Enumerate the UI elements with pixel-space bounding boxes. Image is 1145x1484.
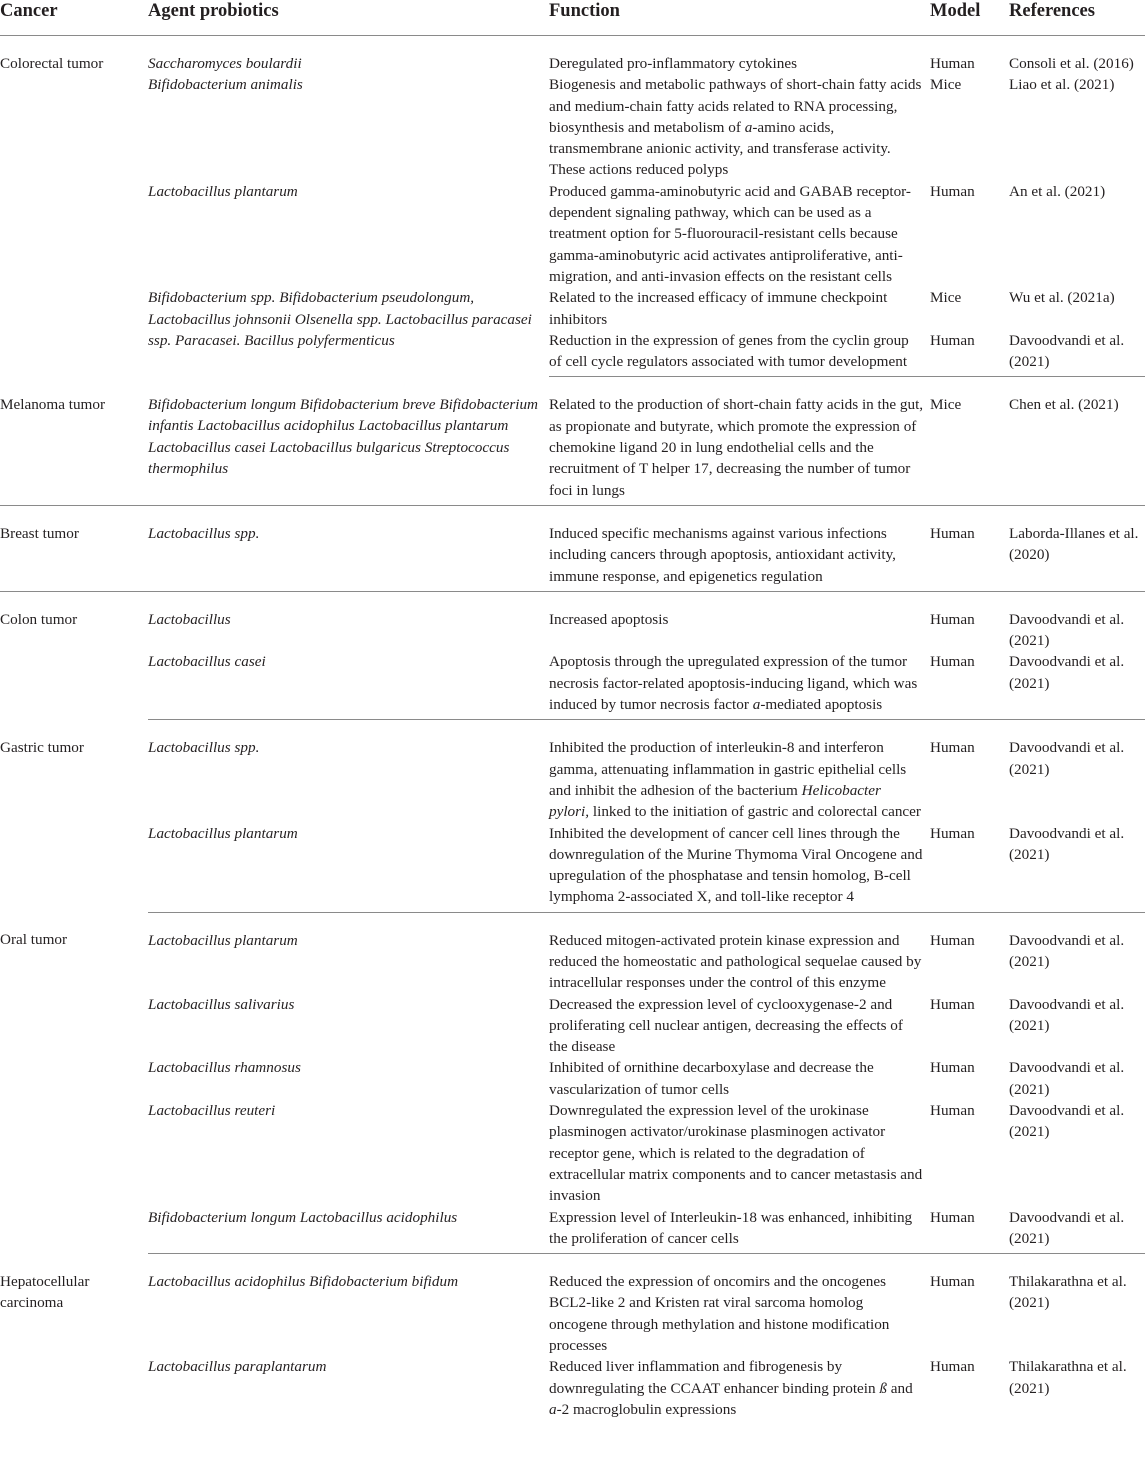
function-cell: Inhibited the development of cancer cell lines through the downregulation of the Murine Thymoma Viral Oncogene and upregulation of the phosphatase and tensin homolog, B-cell lymphoma 2-associated X, and toll-like receptor 4 [549, 823, 930, 913]
reference-cell: Davoodvandi et al. (2021) [1009, 1207, 1145, 1254]
table-row [0, 720, 1145, 823]
table-body [0, 36, 1145, 1425]
model-cell: Human [930, 330, 1009, 377]
probiotic-cell: Lactobacillus casei [148, 651, 549, 719]
cancer-cell: Hepatocellular carcinoma [0, 1272, 90, 1311]
col-header-function: Function [549, 0, 930, 36]
reference-cell: Davoodvandi et al. (2021) [1009, 1059, 1125, 1098]
reference-cell: Consoli et al. (2016) [1009, 55, 1134, 72]
function-cell: Produced gamma-aminobutyric acid and GABAB receptor-dependent signaling pathway, which can be used as a treatment option for 5-fluorouracil-resistant cells because gamma-aminobutyric acid activates antiproliferative, anti-migration, and anti-invasion effects on the resistant cells [549, 182, 911, 285]
table-row [0, 1356, 1145, 1424]
table-row [0, 377, 1145, 505]
reference-cell: Wu et al. (2021a) [1009, 289, 1115, 307]
reference-cell: Davoodvandi et al. (2021) [1009, 995, 1125, 1034]
model-cell: Human [930, 1273, 975, 1291]
probiotic-cell: Lactobacillus spp. [148, 739, 260, 757]
reference-cell: Thilakarathna et al. (2021) [1009, 1358, 1127, 1397]
table-header [0, 0, 1145, 36]
function-cell: Reduced mitogen-activated protein kinase expression and reduced the homeostatic and pathological sequelae caused by intracellular responses under the control of this enzyme [549, 931, 922, 992]
table-row [0, 36, 1145, 75]
cancer-cell: Colorectal tumor [0, 55, 104, 72]
model-cell: Human [930, 182, 975, 200]
table-row [0, 1207, 1145, 1254]
table-row [0, 505, 1145, 591]
function-cell: Decreased the expression level of cyclooxygenase-2 and proliferating cell nuclear antigen, decreasing the effects of the disease [549, 995, 903, 1056]
probiotic-cell: Lactobacillus acidophilus Bifidobacterium bifidum [148, 1273, 459, 1291]
reference-cell: Davoodvandi et al. (2021) [1009, 931, 1125, 970]
probiotic-cell: Bifidobacterium longum Bifidobacterium breve Bifidobacterium infantis Lactobacillus acidophilus Lactobacillus plantarum Lactobacillus casei Lactobacillus bulgaricus Streptococcus thermophilus [148, 377, 549, 505]
probiotic-cell: Lactobacillus plantarum [148, 931, 298, 949]
model-cell: Human [930, 651, 1009, 719]
reference-cell: Chen et al. (2021) [1009, 377, 1145, 505]
probiotic-cell: Lactobacillus reuteri [148, 1102, 276, 1120]
table-row [0, 287, 1145, 330]
model-cell: Human [930, 610, 975, 628]
reference-cell: Davoodvandi et al. (2021) [1009, 330, 1145, 377]
model-cell: Mice [930, 289, 962, 307]
col-header-model: Model [930, 0, 1009, 36]
model-cell: Human [930, 931, 975, 949]
probiotic-name: Saccharomyces boulardii [148, 55, 302, 72]
function-cell: Biogenesis and metabolic pathways of short-chain fatty acids and medium-chain fatty acids related to RNA processing, biosynthesis and metabolism of a-amino acids, transmembrane anionic activity, and transferase activity. These actions reduced polyps [549, 76, 922, 179]
reference-cell: Davoodvandi et al. (2021) [1009, 1102, 1125, 1141]
reference-cell: Davoodvandi et al. (2021) [1009, 823, 1145, 913]
probiotic-cell: Lactobacillus plantarum [148, 823, 549, 913]
reference-cell: Liao et al. (2021) [1009, 76, 1115, 94]
table-row [0, 1254, 1145, 1357]
function-cell: Related to the production of short-chain fatty acids in the gut, as propionate and butyrate, which promote the expression of chemokine ligand 20 in lung endothelial cells and the recruitment of T helper 17, decreasing the number of tumor foci in lungs [549, 377, 930, 505]
function-cell: Increased apoptosis [549, 610, 669, 628]
model-cell: Human [930, 995, 975, 1013]
function-cell: Inhibited of ornithine decarboxylase and decrease the vascularization of tumor cells [549, 1059, 874, 1098]
model-cell: Human [930, 505, 1009, 591]
function-cell: Inhibited the production of interleukin-8 and interferon gamma, attenuating inflammation in gastric epithelial cells and inhibit the adhesion of the bacterium Helicobacter pylori, linked to the initiation of gastric and colorectal cancer [549, 739, 921, 821]
table-row [0, 1100, 1145, 1206]
reference-cell: An et al. (2021) [1009, 182, 1106, 200]
table-row [0, 994, 1145, 1058]
col-header-cancer: Cancer [0, 0, 148, 36]
probiotic-cell: Bifidobacterium spp. Bifidobacterium pseudolongum, Lactobacillus johnsonii Olsenella spp. Lactobacillus paracasei ssp. Paracasei. Bacillus polyfermenticus [148, 289, 532, 349]
table-row [0, 181, 1145, 287]
cancer-cell: Colon tumor [0, 610, 78, 628]
function-cell: Related to the increased efficacy of immune checkpoint inhibitors [549, 289, 888, 328]
model-cell: Human [930, 1059, 975, 1077]
table-row [0, 651, 1145, 719]
reference-cell: Thilakarathna et al. (2021) [1009, 1273, 1127, 1312]
reference-cell: Davoodvandi et al. (2021) [1009, 610, 1125, 650]
probiotic-cell: Lactobacillus [148, 610, 231, 628]
model-cell: Human [930, 1207, 1009, 1254]
model-cell: Human [930, 1358, 975, 1376]
probiotic-cell [148, 36, 549, 181]
model-cell: Human [930, 55, 975, 72]
table-row [0, 912, 1145, 993]
function-cell: Deregulated pro-inflammatory cytokines [549, 55, 797, 72]
header-row [0, 0, 1145, 36]
probiotic-cell: Lactobacillus paraplantarum [148, 1358, 327, 1376]
col-header-agent-probiotics: Agent probiotics [148, 0, 549, 36]
model-cell: Human [930, 823, 1009, 913]
reference-cell: Davoodvandi et al. (2021) [1009, 739, 1125, 778]
probiotic-name: Bifidobacterium animalis [148, 76, 303, 94]
model-cell: Human [930, 1102, 975, 1120]
function-cell: Reduced liver inflammation and fibrogenesis by downregulating the CCAAT enhancer binding protein ß and a-2 macroglobulin expressions [549, 1358, 913, 1418]
table-row [0, 1057, 1145, 1100]
function-cell: Induced specific mechanisms against various infections including cancers through apoptosis, antioxidant activity, immune response, and epigenetics regulation [549, 505, 930, 591]
col-header-references: References [1009, 0, 1145, 36]
probiotic-cell: Lactobacillus rhamnosus [148, 1059, 301, 1077]
function-cell: Apoptosis through the upregulated expression of the tumor necrosis factor-related apoptosis-inducing ligand, which was induced by tumor necrosis factor a-mediated apoptosis [549, 651, 930, 719]
cancer-cell: Breast tumor [0, 505, 148, 591]
reference-cell: Davoodvandi et al. (2021) [1009, 651, 1145, 719]
model-cell: Human [930, 739, 975, 757]
table-row [0, 823, 1145, 913]
probiotic-cell: Lactobacillus salivarius [148, 995, 295, 1013]
probiotic-cell: Bifidobacterium longum Lactobacillus acidophilus [148, 1207, 549, 1254]
function-cell: Reduced the expression of oncomirs and the oncogenes BCL2-like 2 and Kristen rat viral sarcoma homolog oncogene through methylation and histone modification processes [549, 1273, 890, 1355]
reference-cell: Laborda-Illanes et al. (2020) [1009, 505, 1145, 591]
model-cell: Mice [930, 377, 1009, 505]
function-cell: Reduction in the expression of genes from the cyclin group of cell cycle regulators associated with tumor development [549, 330, 930, 377]
function-cell: Downregulated the expression level of the urokinase plasminogen activator/urokinase plasminogen activator receptor gene, which is related to the degradation of extracellular matrix components and to cancer metastasis and invasion [549, 1102, 923, 1205]
table-row [0, 591, 1145, 651]
cancer-cell: Gastric tumor [0, 738, 84, 756]
function-cell: Expression level of Interleukin-18 was enhanced, inhibiting the proliferation of cancer cells [549, 1207, 930, 1254]
probiotic-cell: Lactobacillus plantarum [148, 182, 298, 200]
cancer-cell: Melanoma tumor [0, 377, 148, 505]
probiotic-cell: Lactobacillus spp. [148, 505, 549, 591]
cancer-cell: Oral tumor [0, 931, 68, 949]
model-cell: Mice [930, 76, 962, 94]
